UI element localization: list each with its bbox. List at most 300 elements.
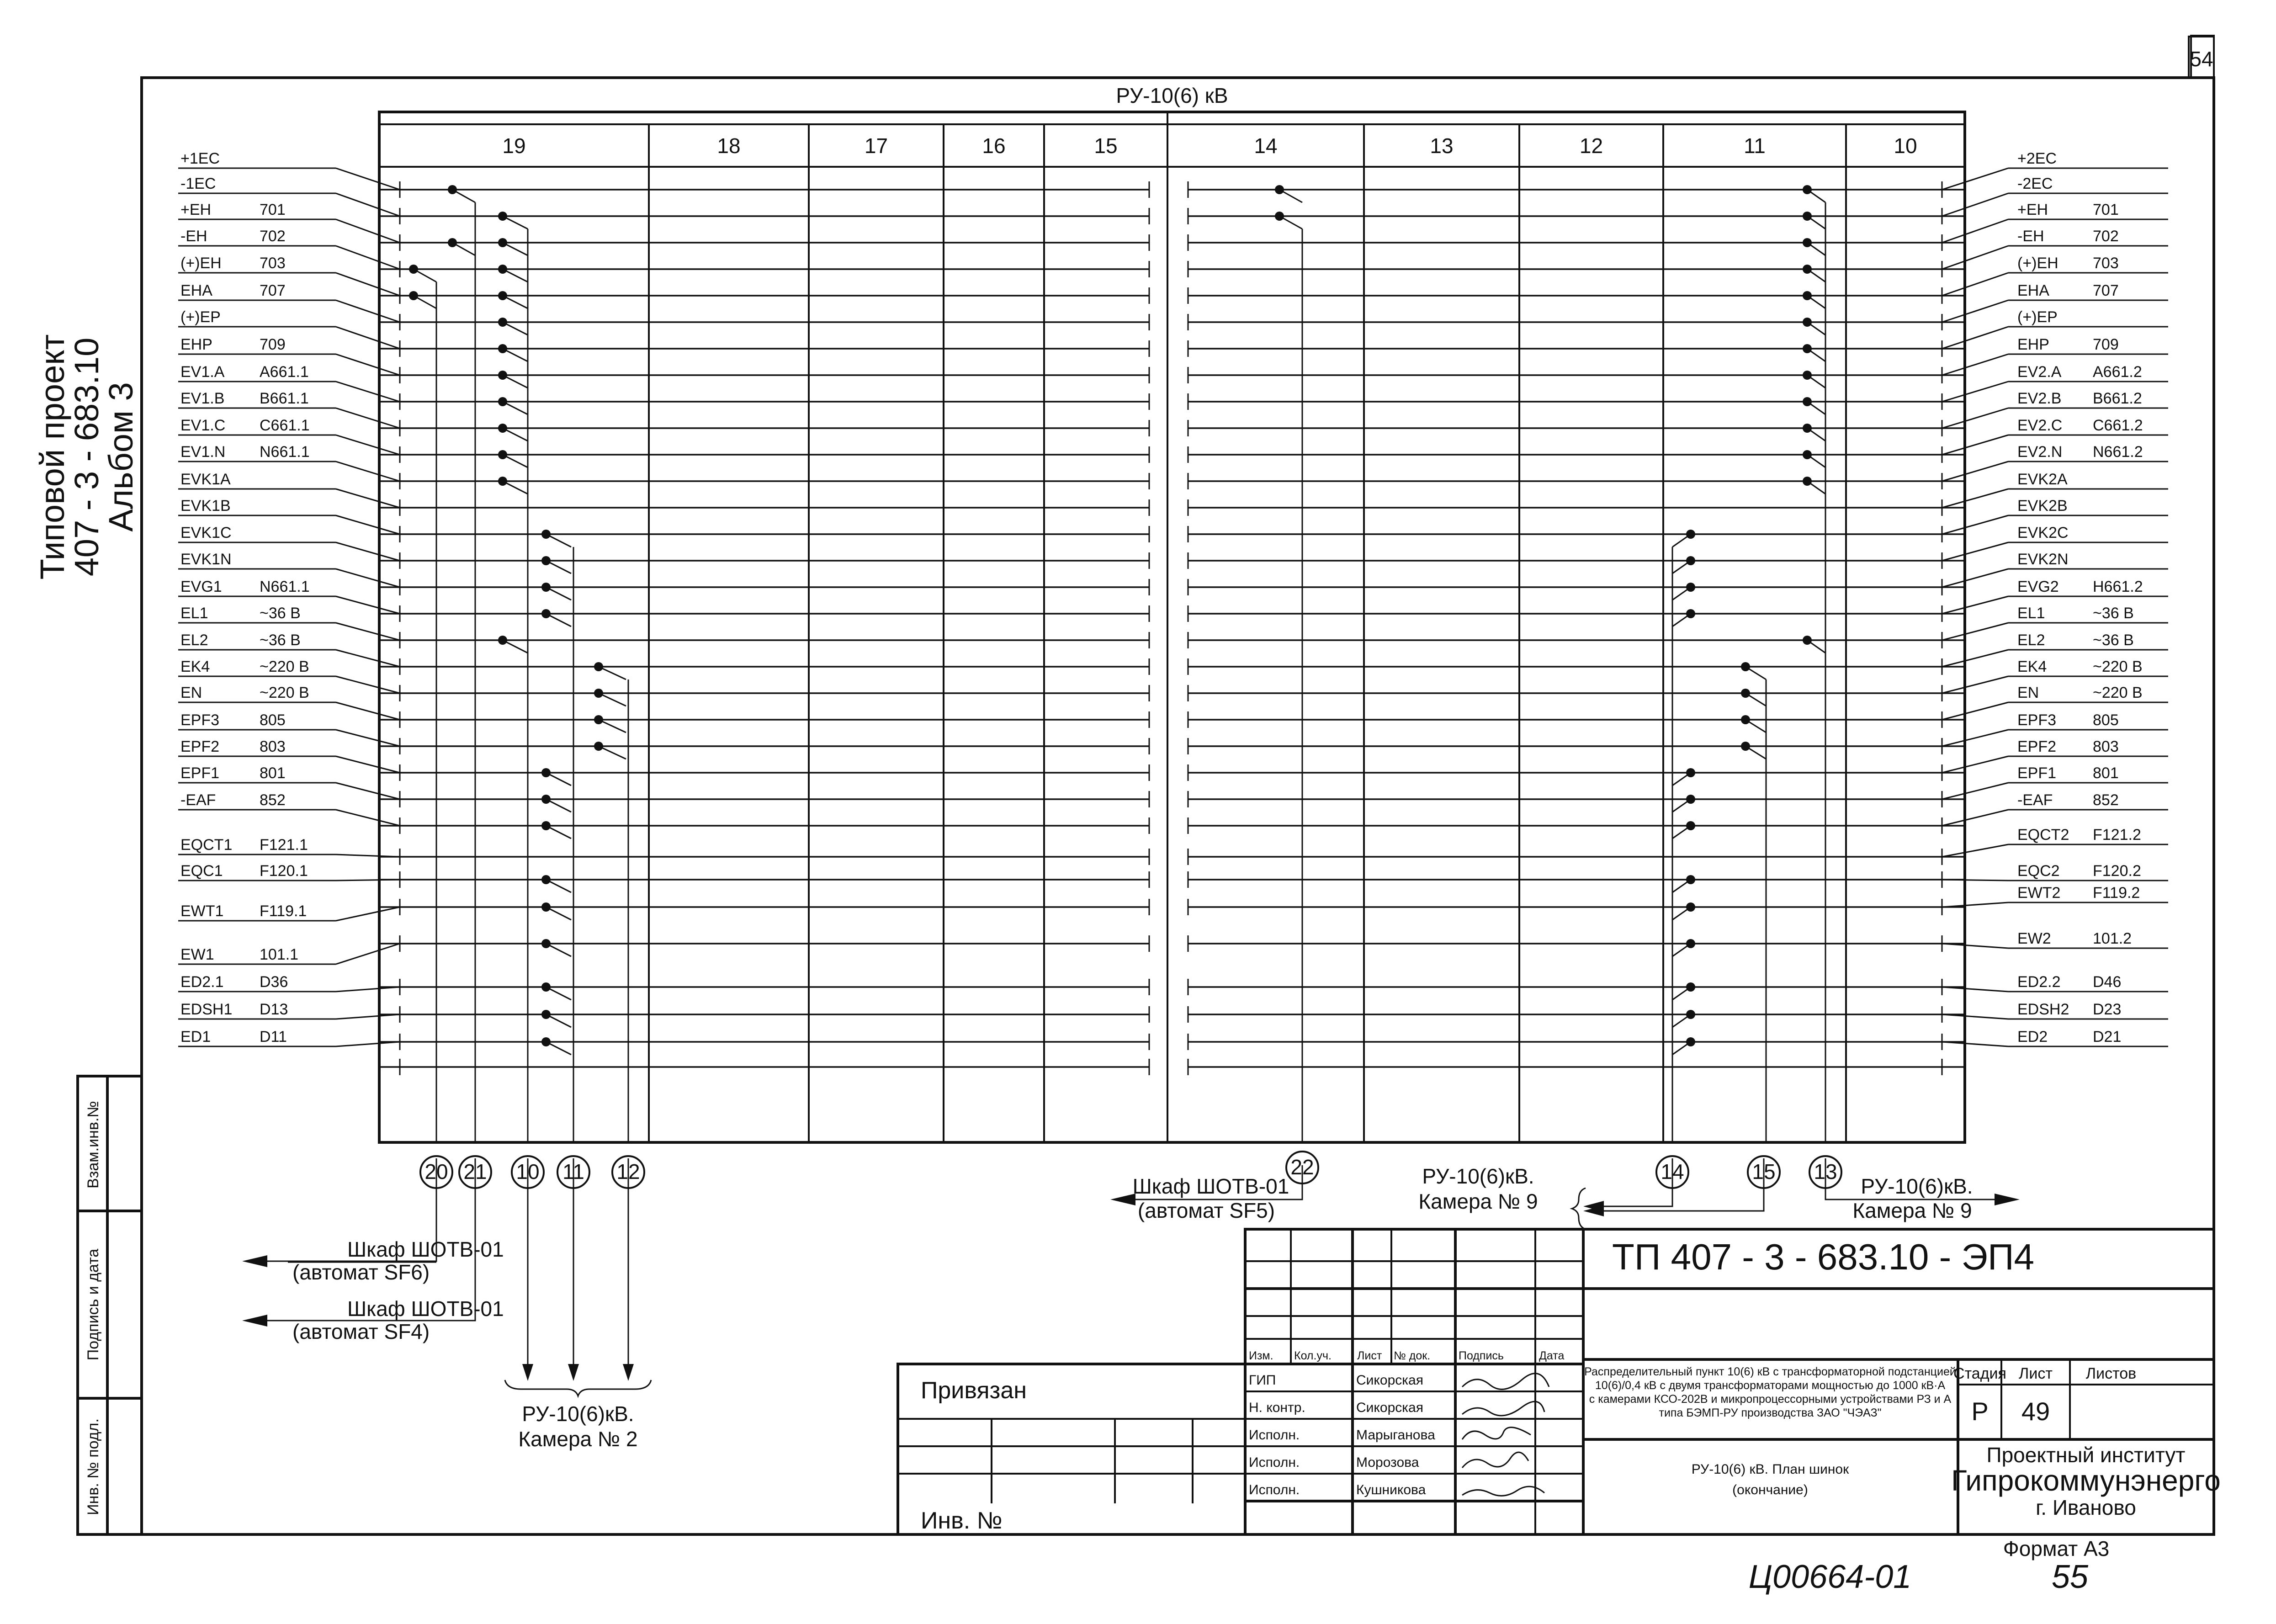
tap-stroke: [503, 375, 528, 388]
bus-labels-left: [178, 150, 400, 1046]
bus-label-code: ~220 B: [2093, 658, 2143, 675]
tap-stroke: [1672, 587, 1691, 600]
label-leader: [1942, 596, 2008, 614]
tap-stroke: [546, 1042, 571, 1055]
cable-marker-number: 21: [463, 1160, 487, 1184]
label-leader: [1942, 246, 2008, 269]
label-leader: [1942, 462, 2008, 481]
bus-label-name: EVK2N: [2017, 551, 2069, 568]
tap-stroke: [1672, 987, 1691, 1000]
role-person: Сикорская: [1356, 1400, 1423, 1415]
tap-stroke: [546, 987, 571, 1000]
bus-label-name: +ЕН: [2017, 201, 2048, 218]
bus-label-name: EPF1: [180, 764, 220, 782]
bus-label-name: ED2: [2017, 1028, 2048, 1046]
label-leader: [1942, 193, 2008, 216]
tap-stroke: [1807, 190, 1825, 202]
bus-label-name: -ЕН: [180, 228, 207, 245]
label-leader: [1942, 902, 2008, 907]
bus-label-name: ЕНА: [180, 282, 212, 299]
cable-marker-number: 20: [424, 1160, 448, 1184]
bus-label-code: 709: [2093, 336, 2119, 353]
label-leader: [336, 880, 400, 881]
bus-label-name: -EAF: [180, 791, 216, 809]
label-leader: [1942, 810, 2008, 826]
bus-label-name: (+)ЕН: [180, 255, 222, 272]
desc-line-1: Распределительный пункт 10(6) кВ с трансформаторной подстанцией: [1584, 1365, 1956, 1378]
tap-stroke: [1745, 693, 1766, 706]
bus-label-name: (+)ЕН: [2017, 255, 2058, 272]
label-leader: [336, 408, 400, 428]
tap-stroke: [546, 799, 571, 812]
label-leader: [1942, 273, 2008, 296]
label-leader: [336, 168, 400, 190]
tap-stroke: [1672, 880, 1691, 892]
bus-label-name: EV2.A: [2017, 363, 2062, 381]
tap-stroke: [1807, 216, 1825, 229]
bus-label-code: 702: [2093, 228, 2119, 245]
dest-cam9-right-line-1: РУ-10(6)кВ.: [1861, 1174, 1973, 1198]
cable-marker-number: 15: [1752, 1160, 1776, 1184]
tap-stroke: [1807, 481, 1825, 494]
tap-stroke: [1807, 375, 1825, 388]
bus-label-code: A661.1: [260, 363, 309, 381]
tap-stroke: [503, 481, 528, 494]
bus-label-code: ~36 B: [260, 632, 301, 649]
bus-label-name: EDSH2: [2017, 1001, 2069, 1018]
side-title-line-1: Типовой проект: [33, 334, 71, 580]
bus-label-name: ЕНР: [2017, 336, 2049, 353]
bus-label-name: -EAF: [2017, 791, 2053, 809]
doc-code: ТП 407 - 3 - 683.10 - ЭП4: [1612, 1237, 2035, 1277]
bus-label-code: 101.2: [2093, 930, 2132, 947]
label-leader: [336, 489, 400, 508]
bus-label-code: 803: [260, 738, 286, 755]
bus-label-code: ~36 B: [260, 605, 301, 622]
label-leader: [1942, 650, 2008, 667]
stamp-sign-date: Подпись и дата: [85, 1248, 102, 1361]
label-leader: [1942, 756, 2008, 773]
bus-label-name: EL2: [180, 632, 208, 649]
label-leader: [336, 650, 400, 667]
tap-stroke: [414, 296, 436, 308]
dest-sf5-line-2: (автомат SF5): [1137, 1199, 1275, 1222]
label-leader: [336, 987, 400, 992]
bus-label-code: 801: [2093, 764, 2119, 782]
label-leader: [336, 382, 400, 402]
bus-label-name: EPF3: [2017, 711, 2057, 729]
tap-stroke: [1807, 428, 1825, 441]
tap-stroke: [1745, 667, 1766, 679]
label-leader: [1942, 489, 2008, 508]
tap-stroke: [452, 243, 475, 255]
bus-label-name: EQCT2: [2017, 826, 2069, 844]
bus-label-name: EW2: [2017, 930, 2051, 947]
bus-label-name: EPF2: [2017, 738, 2057, 755]
label-leader: [1942, 623, 2008, 640]
org-line-1: Проектный институт: [1986, 1443, 2186, 1467]
tap-stroke: [1807, 349, 1825, 361]
bus-label-name: EK4: [180, 658, 210, 675]
stage-header: Стадия: [1953, 1365, 2006, 1382]
role-name: Исполн.: [1249, 1428, 1300, 1443]
role-person: Кушникова: [1356, 1482, 1426, 1497]
dest-sf4-line-1: Шкаф ШОТВ-01: [347, 1297, 504, 1321]
bus-label-name: +1ЕС: [180, 150, 220, 167]
bus-label-name: -2ЕС: [2017, 175, 2053, 192]
col-hdr-podpis: Подпись: [1459, 1349, 1504, 1362]
bus-label-name: EPF3: [180, 711, 220, 729]
label-leader: [336, 730, 400, 746]
tap-stroke: [1672, 799, 1691, 812]
label-leader: [336, 756, 400, 773]
label-leader: [1942, 702, 2008, 720]
bus-label-code: A661.2: [2093, 363, 2142, 381]
bus-label-code: 852: [260, 791, 286, 809]
bus-label-name: EN: [180, 684, 202, 701]
bus-label-name: EV1.B: [180, 390, 225, 407]
tap-stroke: [452, 190, 475, 202]
cell-number: 17: [864, 134, 888, 158]
tap-stroke: [1807, 640, 1825, 653]
cable-marker-number: 12: [616, 1160, 640, 1184]
tap-stroke: [546, 944, 571, 956]
label-leader: [336, 1042, 400, 1046]
role-name: Исполн.: [1249, 1455, 1300, 1470]
tap-stroke: [503, 296, 528, 308]
tap-stroke: [1807, 455, 1825, 467]
dest-cam9-left-line-1: РУ-10(6)кВ.: [1422, 1164, 1534, 1188]
cable-marker-number: 10: [516, 1160, 540, 1184]
dest-cam2-line-1: РУ-10(6)кВ.: [522, 1402, 634, 1426]
label-leader: [336, 810, 400, 826]
tap-stroke: [414, 269, 436, 282]
label-leader: [336, 354, 400, 375]
bus-label-code: F119.1: [260, 902, 307, 920]
label-leader: [1942, 435, 2008, 455]
tap-stroke: [503, 428, 528, 441]
col-hdr-list: Лист: [1357, 1349, 1382, 1362]
label-leader: [1942, 300, 2008, 322]
label-leader: [1942, 676, 2008, 693]
bus-label-code: F121.2: [2093, 826, 2141, 844]
tap-stroke: [599, 746, 626, 759]
label-leader: [336, 596, 400, 614]
label-leader: [1942, 880, 2008, 881]
bus-label-code: 805: [260, 711, 286, 729]
cable-marker-number: 11: [562, 1160, 584, 1184]
tap-stroke: [1745, 746, 1766, 759]
dest-cam9-left-line-2: Камера № 9: [1418, 1189, 1538, 1213]
switchgear-title: РУ-10(6) кВ: [1116, 84, 1228, 107]
bus-label-name: EL1: [180, 605, 208, 622]
role-person: Марыганова: [1356, 1428, 1435, 1443]
col-hdr-data: Дата: [1539, 1349, 1565, 1362]
bus-label-name: ЕНР: [180, 336, 212, 353]
desc-line-3: с камерами КСО-202В и микропроцессорными устройствами РЗ и А: [1589, 1393, 1952, 1406]
bus-label-code: 709: [260, 336, 286, 353]
col-hdr-ndok: № док.: [1394, 1349, 1431, 1362]
tap-stroke: [503, 216, 528, 229]
tap-stroke: [503, 243, 528, 255]
bus-label-name: ED2.2: [2017, 973, 2061, 991]
bus-label-code: 805: [2093, 711, 2119, 729]
handwritten-code: Ц00664-01: [1748, 1559, 1912, 1595]
tap-stroke: [1672, 773, 1691, 785]
bus-taps: [409, 185, 1825, 1142]
label-leader: [336, 462, 400, 481]
bus-label-code: ~36 B: [2093, 605, 2134, 622]
tap-stroke: [503, 322, 528, 335]
stamp-replace-inv: Взам.инв.№: [85, 1101, 102, 1189]
bus-label-name: EVK1A: [180, 471, 231, 488]
tap-stroke: [1745, 720, 1766, 732]
tap-stroke: [546, 880, 571, 892]
cell-number: 14: [1254, 134, 1278, 158]
dest-sf6-line-2: (автомат SF6): [292, 1260, 430, 1284]
tap-stroke: [599, 693, 626, 706]
bus-label-name: EV2.B: [2017, 390, 2062, 407]
label-leader: [1942, 408, 2008, 428]
bus-label-name: EL2: [2017, 632, 2045, 649]
bus-label-code: 702: [260, 228, 286, 245]
bus-label-code: D21: [2093, 1028, 2122, 1046]
tap-stroke: [1279, 216, 1302, 229]
bus-label-name: ED1: [180, 1028, 211, 1046]
label-leader: [336, 907, 400, 921]
bus-label-name: ЕНА: [2017, 282, 2049, 299]
label-leader: [336, 435, 400, 455]
tap-stroke: [503, 269, 528, 282]
bus-label-name: EV1.N: [180, 443, 226, 461]
handwritten-page: 55: [2051, 1559, 2089, 1595]
sheet-title-line-1: РУ-10(6) кВ. План шинок: [1691, 1462, 1849, 1477]
label-leader: [1942, 1042, 2008, 1046]
bus-label-code: 801: [260, 764, 286, 782]
bus-label-name: EW1: [180, 946, 214, 963]
tap-stroke: [546, 561, 571, 573]
tap-stroke: [1672, 1042, 1691, 1055]
bus-label-name: (+)ЕР: [2017, 308, 2058, 326]
bus-label-name: -ЕН: [2017, 228, 2044, 245]
bus-label-code: D23: [2093, 1001, 2122, 1018]
bus-label-code: 701: [260, 201, 286, 218]
bus-label-code: ~220 B: [260, 684, 309, 701]
bus-label-name: EK4: [2017, 658, 2047, 675]
cable-marker-number: 14: [1661, 1160, 1684, 1184]
bus-label-name: (+)ЕР: [180, 308, 221, 326]
bus-label-code: F120.1: [260, 862, 308, 880]
dest-sf4-line-2: (автомат SF4): [292, 1320, 430, 1343]
dest-cam9-right-line-2: Камера № 9: [1852, 1199, 1972, 1222]
org-line-2: Гипрокоммунэнерго: [1951, 1464, 2221, 1497]
bus-label-name: +2ЕС: [2017, 150, 2057, 167]
bus-label-name: EVK1C: [180, 524, 232, 541]
bus-labels-right: [1942, 150, 2168, 1046]
bus-label-name: EV1.C: [180, 417, 226, 434]
bus-label-code: N661.1: [260, 578, 310, 595]
role-person: Сикорская: [1356, 1373, 1423, 1388]
bus-label-name: -1ЕС: [180, 175, 216, 192]
role-name: ГИП: [1249, 1373, 1276, 1388]
bus-label-name: EV2.N: [2017, 443, 2063, 461]
label-leader: [336, 623, 400, 640]
bus-label-code: B661.1: [260, 390, 309, 407]
label-leader: [336, 246, 400, 269]
tap-stroke: [1807, 402, 1825, 414]
tap-stroke: [1672, 1014, 1691, 1027]
org-line-3: г. Иваново: [2036, 1496, 2136, 1519]
bus-label-name: EVK2A: [2017, 471, 2068, 488]
cable-marker-number: 22: [1290, 1155, 1314, 1179]
bus-label-name: EQCT1: [180, 836, 233, 854]
bus-label-code: N661.1: [260, 443, 310, 461]
bus-label-code: C661.2: [2093, 417, 2143, 434]
desc-line-2: 10(6)/0,4 кВ с двумя трансформаторами мощностью до 1000 кВ·А: [1595, 1379, 1946, 1392]
cell-number: 10: [1894, 134, 1917, 158]
bus-label-code: 101.1: [260, 946, 299, 963]
tap-stroke: [1672, 826, 1691, 839]
label-leader: [336, 944, 400, 964]
sheet-header: Лист: [2019, 1365, 2053, 1382]
tap-stroke: [1672, 534, 1691, 547]
bus-label-name: EWT1: [180, 902, 224, 920]
bus-label-name: +ЕН: [180, 201, 212, 218]
bus-label-name: EN: [2017, 684, 2039, 701]
bus-label-name: EVG2: [2017, 578, 2059, 595]
cell-number: 11: [1744, 134, 1766, 158]
label-leader: [336, 569, 400, 587]
cell-number: 18: [717, 134, 741, 158]
tap-stroke: [503, 402, 528, 414]
bus-label-code: ~220 B: [2093, 684, 2143, 701]
sheet-title-line-2: (окончание): [1732, 1482, 1808, 1497]
bus-label-code: D36: [260, 973, 288, 991]
label-leader: [1942, 569, 2008, 587]
desc-line-4: типа БЭМП-РУ производства ЗАО "ЧЭАЗ": [1659, 1406, 1882, 1419]
label-leader: [336, 219, 400, 243]
bus-label-name: EWT2: [2017, 884, 2061, 902]
label-leader: [336, 327, 400, 349]
bus-label-name: EV1.A: [180, 363, 225, 381]
bus-label-code: B661.2: [2093, 390, 2142, 407]
bus-label-code: C661.1: [260, 417, 310, 434]
tap-stroke: [546, 614, 571, 626]
format-label: Формат А3: [2003, 1537, 2110, 1560]
bus-label-name: ED2.1: [180, 973, 224, 991]
bus-label-name: EPF2: [180, 738, 220, 755]
bus-label-code: 703: [2093, 255, 2119, 272]
tap-stroke: [503, 455, 528, 467]
tap-stroke: [503, 640, 528, 653]
label-leader: [1942, 987, 2008, 992]
tap-stroke: [1807, 269, 1825, 282]
cell-number: 12: [1579, 134, 1603, 158]
label-leader: [336, 273, 400, 296]
dest-cam2-line-2: Камера № 2: [518, 1427, 638, 1451]
label-leader: [1942, 783, 2008, 799]
col-hdr-izm: Изм.: [1249, 1349, 1273, 1362]
tap-stroke: [1672, 614, 1691, 626]
bus-label-code: 707: [2093, 282, 2119, 299]
bus-label-name: EVG1: [180, 578, 222, 595]
label-leader: [1942, 219, 2008, 243]
bus-label-code: F120.2: [2093, 862, 2141, 880]
label-leader: [336, 1014, 400, 1019]
bus-label-code: 707: [260, 282, 286, 299]
cable-markers: [420, 1152, 1841, 1188]
bus-label-name: EPF1: [2017, 764, 2057, 782]
bus-label-code: F119.2: [2093, 884, 2140, 902]
tap-stroke: [546, 907, 571, 920]
bus-label-code: 803: [2093, 738, 2119, 755]
label-leader: [1942, 1014, 2008, 1019]
tap-stroke: [1807, 243, 1825, 255]
label-leader: [1942, 542, 2008, 561]
tap-stroke: [1807, 296, 1825, 308]
bound-label: Привязан: [921, 1377, 1027, 1404]
label-leader: [1942, 327, 2008, 349]
label-leader: [1942, 944, 2008, 948]
tap-stroke: [546, 773, 571, 785]
bus-label-name: EVK1B: [180, 497, 231, 515]
page-number: 54: [2190, 47, 2213, 71]
bus-label-code: ~36 B: [2093, 632, 2134, 649]
side-title-line-3: Альбом 3: [102, 382, 140, 532]
tap-stroke: [503, 349, 528, 361]
bus-label-code: 703: [260, 255, 286, 272]
bus-label-code: ~220 B: [260, 658, 309, 675]
bus-label-name: EQC2: [2017, 862, 2060, 880]
cell-numbers: [502, 134, 1917, 158]
sheet-value: 49: [2021, 1397, 2050, 1426]
sheets-total-header: Листов: [2085, 1365, 2137, 1382]
role-name: Н. контр.: [1249, 1400, 1305, 1415]
cell-dividers: [649, 124, 1846, 1142]
col-hdr-kolvo: Кол.уч.: [1294, 1349, 1332, 1362]
cell-number: 19: [502, 134, 526, 158]
bus-label-code: H661.2: [2093, 578, 2143, 595]
bus-label-name: EV2.C: [2017, 417, 2063, 434]
cable-marker-number: 13: [1814, 1160, 1837, 1184]
dest-sf5-line-1: Шкаф ШОТВ-01: [1132, 1174, 1289, 1198]
inv-label: Инв. №: [921, 1507, 1003, 1534]
label-leader: [1942, 168, 2008, 190]
bus-label-name: EVK2B: [2017, 497, 2068, 515]
tap-stroke: [599, 720, 626, 732]
label-leader: [336, 193, 400, 216]
bus-label-code: 701: [2093, 201, 2119, 218]
cell-number: 13: [1430, 134, 1454, 158]
label-leader: [336, 783, 400, 799]
stage-value: Р: [1971, 1397, 1989, 1426]
tap-stroke: [1672, 561, 1691, 573]
bus-label-code: D11: [260, 1028, 287, 1046]
tap-stroke: [546, 587, 571, 600]
bus-label-code: D13: [260, 1001, 288, 1018]
tap-stroke: [546, 826, 571, 839]
dest-sf6-line-1: Шкаф ШОТВ-01: [347, 1237, 504, 1261]
bus-lines: [379, 181, 1965, 1075]
role-person: Морозова: [1356, 1455, 1419, 1470]
cell-number: 16: [982, 134, 1006, 158]
tap-stroke: [1279, 190, 1302, 202]
label-leader: [1942, 515, 2008, 534]
tap-stroke: [546, 1014, 571, 1027]
tap-stroke: [546, 534, 571, 547]
label-leader: [336, 854, 400, 857]
bus-label-name: EVK1N: [180, 551, 232, 568]
